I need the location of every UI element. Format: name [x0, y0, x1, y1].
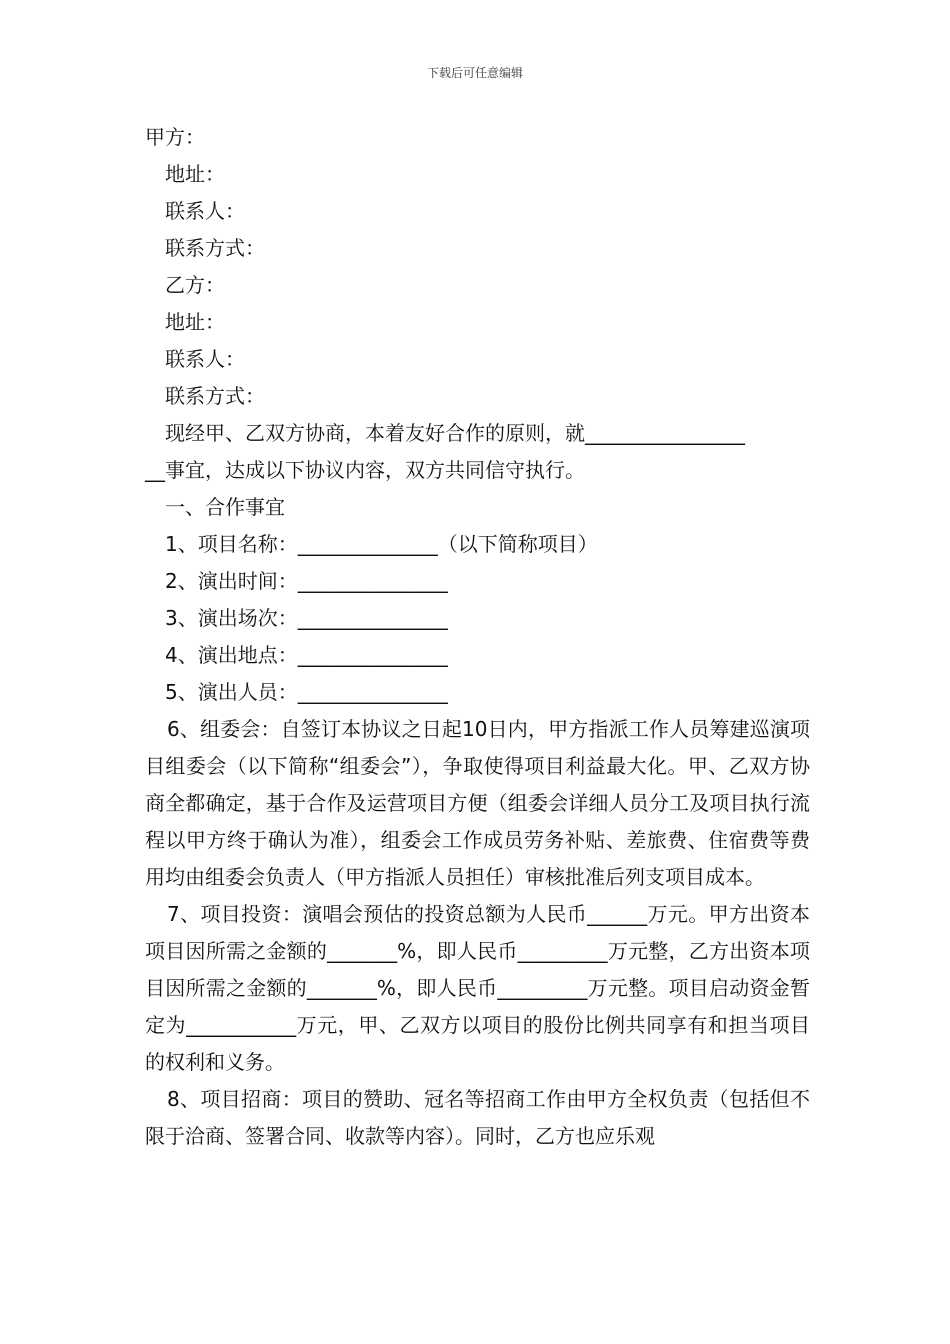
party-a-label: 甲方：	[145, 125, 205, 149]
item-7-investment	[145, 896, 810, 1081]
section-1-title: 一、合作事宜	[165, 495, 285, 519]
party-a-address: 地址：	[165, 162, 225, 186]
party-b-address: 地址：	[165, 310, 225, 334]
item-show-venue: 4、演出地点：_______________	[165, 643, 448, 667]
item-show-count: 3、演出场次：_______________	[165, 606, 448, 630]
item-performers: 5、演出人员：_______________	[165, 680, 448, 704]
party-b-contact-person: 联系人：	[165, 347, 245, 371]
item-6-committee	[145, 711, 810, 896]
party-b-label: 乙方：	[165, 273, 225, 297]
party-a-contact-person: 联系人：	[165, 199, 245, 223]
item-project-name: 1、项目名称：______________（以下简称项目）	[165, 532, 598, 556]
item-show-time: 2、演出时间：_______________	[165, 569, 448, 593]
intro-line-2: __事宜，达成以下协议内容，双方共同信守执行。	[145, 458, 585, 482]
item-6-text: 6、组委会：自签订本协议之日起10日内，甲方指派工作人员筹建巡演项目组委会（以下简称“组委会”），争取使得项目利益最大化。甲、乙双方协商全都确定，基于合作及运营项目方便（组委会详细人员分工及项目执行流程以甲方终于确认为准），组委会工作成员劳务补贴、差旅费、住宿费等费用均由组委会负责人（甲方指派人员担任）审核批准后列支项目成本。	[145, 717, 810, 889]
page-header-note: 下载后可任意编辑	[426, 66, 523, 80]
party-b-contact-info: 联系方式：	[165, 384, 265, 408]
item-7-text: 7、项目投资：演唱会预估的投资总额为人民币______万元。甲方出资本项目因所需之金额的_______%，即人民币_________万元整，乙方出资本项目因所需之金额的_______%，即人民币_________万元整。项目启动资金暂定为___________万元，甲、乙双方以项目的股份比例共同享有和担当项目的权利和义务。	[145, 902, 810, 1074]
item-8-sponsorship	[145, 1081, 810, 1155]
intro-line-1: 现经甲、乙双方协商，本着友好合作的原则，就________________	[165, 421, 745, 445]
party-a-contact-info: 联系方式：	[165, 236, 265, 260]
contract-body	[145, 119, 810, 1155]
item-8-text: 8、项目招商：项目的赞助、冠名等招商工作由甲方全权负责（包括但不限于洽商、签署合同、收款等内容）。同时，乙方也应乐观	[145, 1087, 810, 1148]
